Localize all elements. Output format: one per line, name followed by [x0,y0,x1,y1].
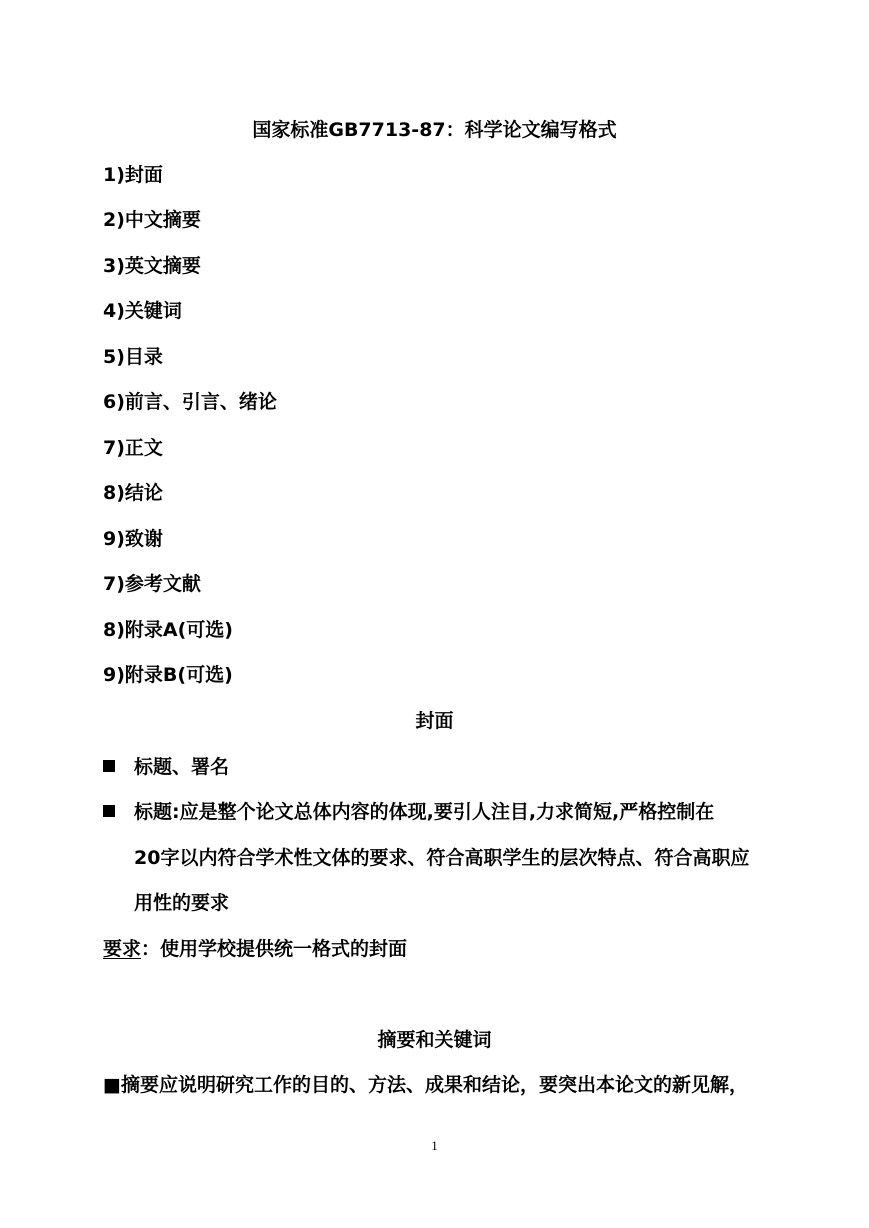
cover-bullet-item [103,800,714,824]
abstract-paragraph [103,1073,748,1097]
requirement-text: ：使用学校提供统一格式的封面 [141,938,408,960]
toc-item: 7)正文 [103,437,163,459]
toc-item: 9)附录B(可选) [103,664,233,686]
toc-item: 6)前言、引言、绪论 [103,391,277,413]
square-bullet-icon: ■ [103,1074,121,1096]
toc-item: 3)英文摘要 [103,255,201,277]
cover-bullet-text: 标题:应是整个论文总体内容的体现,要引人注目,力求简短,严格控制在 [134,801,715,823]
cover-requirement [103,937,407,961]
toc-item: 8)附录A(可选) [103,619,233,641]
toc-item: 9)致谢 [103,528,163,550]
toc-item: 4)关键词 [103,300,182,322]
cover-bullet-continuation: 用性的要求 [134,892,230,914]
cover-bullet-continuation: 20字以内符合学术性文体的要求、符合高职学生的层次特点、符合高职应 [134,847,750,869]
toc-item: 8)结论 [103,482,163,504]
requirement-label: 要求 [103,938,142,960]
cover-bullet-text: 标题、署名 [134,756,230,778]
abstract-heading: 摘要和关键词 [377,1029,492,1051]
cover-bullet-item [103,755,229,779]
toc-item: 7)参考文献 [103,573,201,595]
abstract-text: 摘要应说明研究工作的目的、方法、成果和结论，要突出本论文的新见解， [120,1074,748,1096]
toc-item: 2)中文摘要 [103,209,201,231]
square-bullet-icon [103,805,115,817]
toc-item: 1)封面 [103,164,163,186]
cover-heading: 封面 [415,710,454,732]
document-title: 国家标准GB7713-87：科学论文编写格式 [252,119,617,141]
square-bullet-icon [103,760,115,772]
page-number: 1 [431,1138,438,1153]
toc-item: 5)目录 [103,346,163,368]
